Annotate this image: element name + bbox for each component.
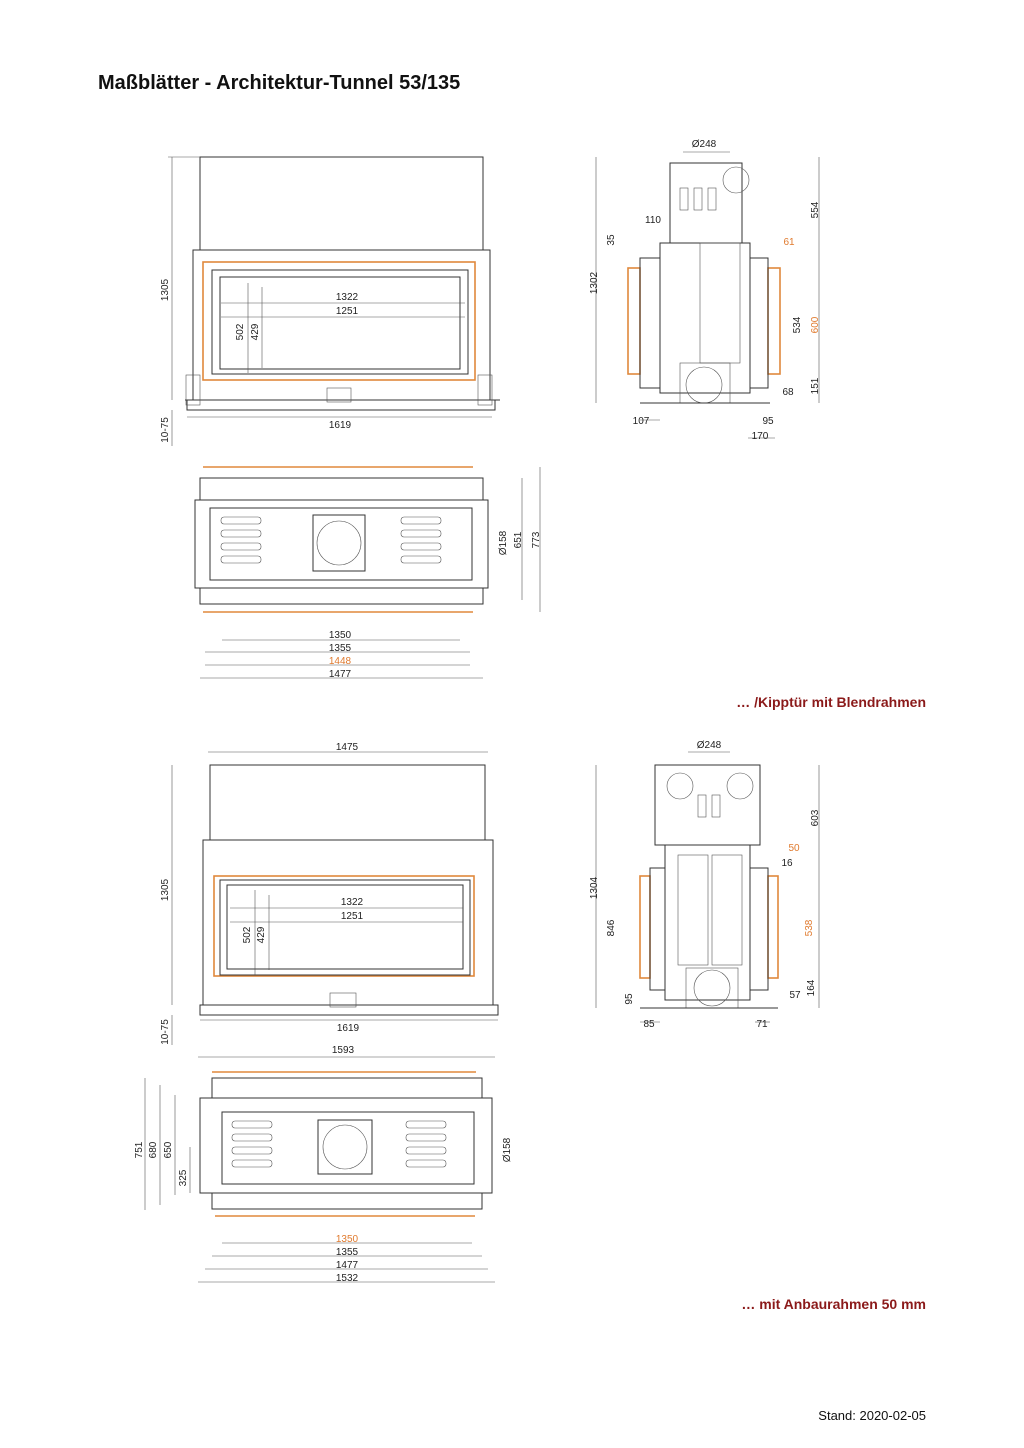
side-d107: 107 — [632, 416, 650, 427]
plan-view-2 — [134, 1045, 513, 1284]
dim-width: 1619 — [328, 420, 352, 431]
dim-h2: 429 — [250, 323, 261, 341]
side-d35: 35 — [606, 234, 617, 246]
dim-inner1: 1322 — [335, 292, 359, 303]
side-d110: 110 — [645, 215, 661, 226]
dim-h2: 429 — [256, 926, 267, 944]
side-d50: 50 — [788, 843, 800, 854]
dim-height: 1305 — [160, 278, 171, 302]
side-d95: 95 — [762, 416, 774, 427]
plan-w2: 1355 — [335, 1247, 359, 1258]
side-total: 1302 — [589, 271, 600, 295]
side-top: 554 — [810, 201, 821, 219]
side-d68: 68 — [782, 387, 794, 398]
dim-h1: 502 — [235, 323, 246, 341]
dim-top: 1475 — [335, 742, 359, 753]
plan-d680: 680 — [148, 1141, 159, 1159]
plan-w1: 1350 — [335, 1234, 359, 1245]
plan-d325: 325 — [178, 1169, 189, 1187]
plan-w3: 1448 — [328, 656, 352, 667]
side-d600: 600 — [810, 316, 821, 334]
side-d57: 57 — [789, 990, 801, 1001]
page-title: Maßblätter - Architektur-Tunnel 53/135 — [98, 72, 461, 94]
side-d846: 846 — [606, 919, 617, 937]
dim-foot: 10-75 — [160, 417, 171, 443]
front-view-1 — [160, 157, 500, 446]
plan-view-1 — [195, 467, 542, 680]
side-d85: 85 — [643, 1019, 655, 1030]
plan-d650: 650 — [163, 1141, 174, 1159]
side-d95: 95 — [624, 993, 635, 1005]
dim-height: 1305 — [160, 878, 171, 902]
caption-anbaurahmen: … mit Anbaurahmen 50 mm — [741, 1296, 926, 1312]
side-top: 603 — [810, 809, 821, 827]
stand-date: Stand: 2020-02-05 — [818, 1408, 926, 1423]
side-d164: 164 — [806, 979, 817, 997]
plan-w3: 1477 — [335, 1260, 359, 1271]
dim-width: 1619 — [336, 1023, 360, 1034]
side-view-1 — [589, 139, 821, 442]
side-d16: 16 — [781, 858, 793, 869]
plan-top: 1593 — [331, 1045, 355, 1056]
front-view-2 — [160, 742, 498, 1045]
side-total: 1304 — [589, 876, 600, 900]
plan-dia: Ø158 — [498, 530, 509, 556]
dim-inner2: 1251 — [335, 306, 359, 317]
plan-w4: 1477 — [328, 669, 352, 680]
plan-d773: 773 — [531, 531, 542, 549]
plan-d751: 751 — [134, 1141, 145, 1159]
side-d151: 151 — [810, 377, 821, 395]
plan-d651: 651 — [513, 531, 524, 549]
plan-dia: Ø158 — [502, 1137, 513, 1163]
dim-inner2: 1251 — [340, 911, 364, 922]
plan-w2: 1355 — [328, 643, 352, 654]
side-dia: Ø248 — [696, 740, 722, 751]
plan-w1: 1350 — [328, 630, 352, 641]
side-d534: 534 — [792, 316, 803, 334]
side-d71: 71 — [756, 1019, 768, 1030]
side-d538: 538 — [804, 919, 815, 937]
dim-inner1: 1322 — [340, 897, 364, 908]
side-d61: 61 — [783, 237, 795, 248]
caption-kipptuer: … /Kipptür mit Blendrahmen — [736, 694, 926, 710]
plan-w4: 1532 — [335, 1273, 359, 1284]
side-d170: 170 — [751, 431, 769, 442]
dim-foot: 10-75 — [160, 1019, 171, 1045]
side-dia: Ø248 — [691, 139, 717, 150]
dim-h1: 502 — [242, 926, 253, 944]
side-view-2 — [589, 740, 821, 1030]
